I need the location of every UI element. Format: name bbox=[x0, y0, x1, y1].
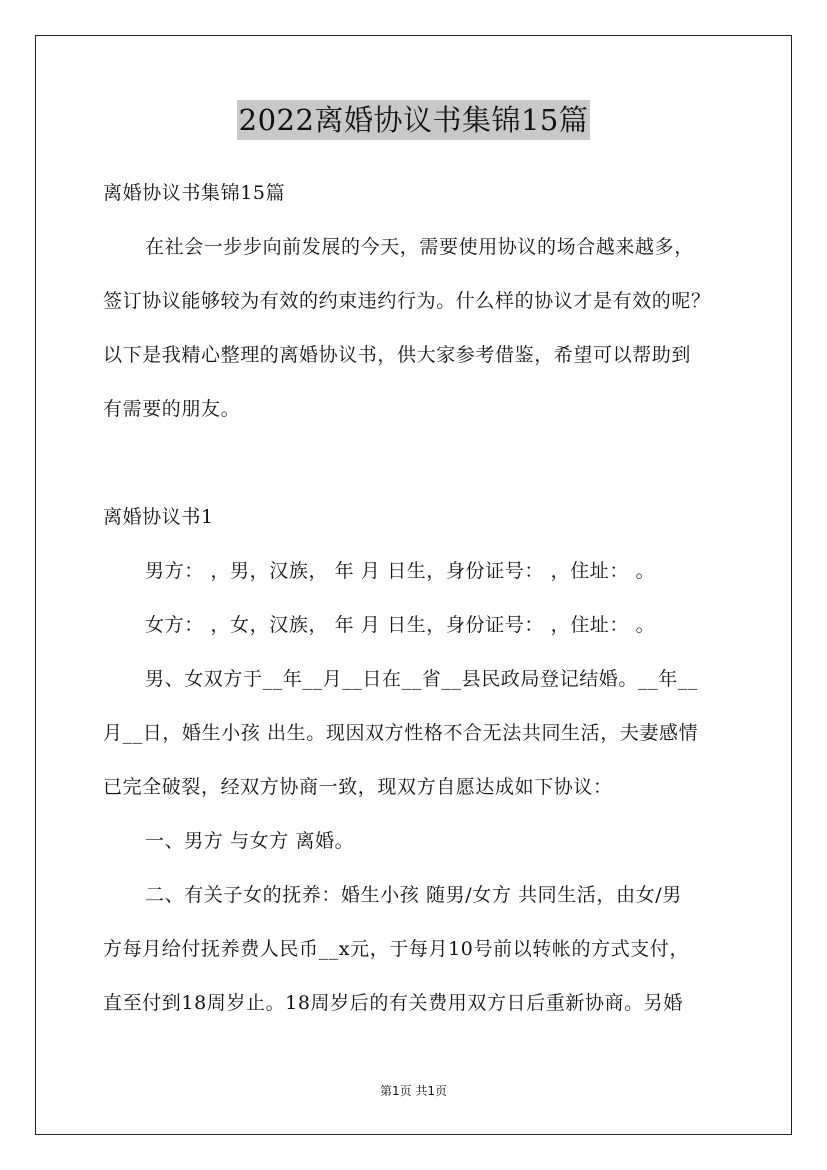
document-title: 2022离婚协议书集锦15篇 bbox=[237, 100, 591, 140]
section-heading: 离婚协议书1 bbox=[103, 506, 214, 528]
title-container bbox=[0, 100, 827, 140]
body-line-8: 方每月给付抚养费人民币__x元，于每月10号前以转帐的方式支付， bbox=[103, 938, 690, 960]
body-line-1: 男方： ，男，汉族， 年 月 日生，身份证号： ，住址： 。 bbox=[145, 560, 656, 582]
body-line-9: 直至付到18周岁止。18周岁后的有关费用双方日后重新协商。另婚 bbox=[103, 992, 683, 1014]
body-line-2: 女方： ，女，汉族， 年 月 日生，身份证号： ，住址： 。 bbox=[145, 614, 656, 636]
body-line-3: 男、女双方于__年__月__日在__省__县民政局登记结婚。__年__ bbox=[145, 668, 699, 690]
body-line-4: 月__日，婚生小孩 出生。现因双方性格不合无法共同生活，夫妻感情 bbox=[103, 722, 699, 744]
page-footer: 第1页 共1页 bbox=[379, 1084, 448, 1098]
body-line-6: 一、男方 与女方 离婚。 bbox=[145, 830, 355, 852]
intro-line-1: 在社会一步步向前发展的今天，需要使用协议的场合越来越多， bbox=[145, 236, 694, 258]
body-line-5: 已完全破裂，经双方协商一致，现双方自愿达成如下协议： bbox=[103, 776, 613, 798]
subtitle: 离婚协议书集锦15篇 bbox=[103, 182, 286, 204]
intro-line-4: 有需要的朋友。 bbox=[103, 398, 241, 420]
intro-line-2: 签订协议能够较为有效的约束违约行为。什么样的协议才是有效的呢？ bbox=[103, 290, 711, 312]
intro-line-3: 以下是我精心整理的离婚协议书，供大家参考借鉴，希望可以帮助到 bbox=[103, 344, 692, 366]
body-line-7: 二、有关子女的抚养：婚生小孩 随男/女方 共同生活，由女/男 bbox=[145, 884, 682, 906]
